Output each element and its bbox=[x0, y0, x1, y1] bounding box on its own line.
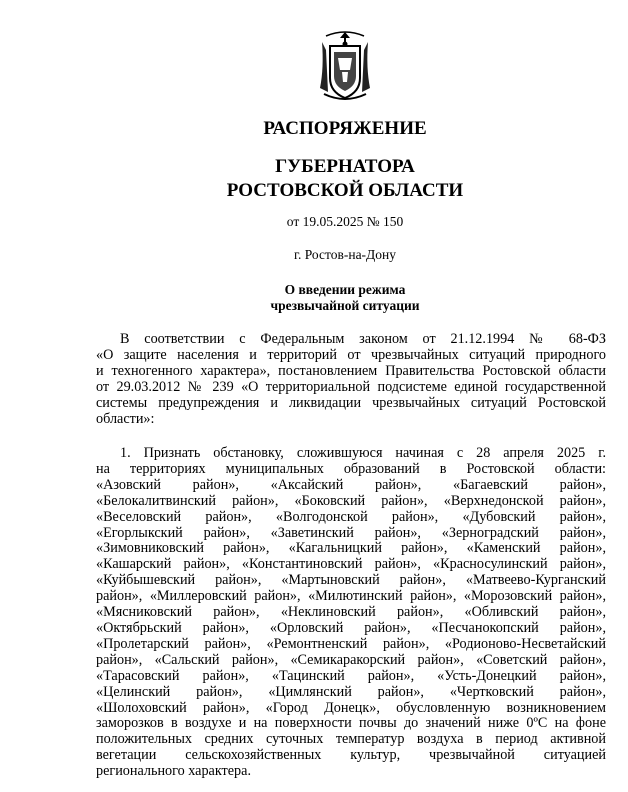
preamble-line: системы предупреждения и ликвидации чрезвычайных ситуаций Ростовской bbox=[96, 395, 606, 411]
item-line: «Азовский район», «Аксайский район», «Багаевский район», bbox=[96, 477, 606, 493]
preamble-line: «О защите населения и территорий от чрезвычайных ситуаций природного bbox=[96, 347, 606, 363]
item-line: положительных средних суточных температур воздуха в период активной bbox=[96, 732, 606, 748]
item-line: «Октябрьский район», «Орловский район», «Песчанокопский район», bbox=[96, 620, 606, 636]
preamble-line: В соответствии с Федеральным законом от 21.12.1994 № 68-ФЗ bbox=[120, 332, 606, 347]
preamble-line: области»: bbox=[96, 411, 155, 427]
item-line: «Кашарский район», «Константиновский район», «Красносулинский район», bbox=[96, 557, 606, 573]
item-line: «Мясниковский район», «Неклиновский район», «Обливский район», bbox=[96, 605, 606, 621]
item-line: «Пролетарский район», «Ремонтненский район», «Родионово-Несветайский bbox=[96, 636, 606, 652]
item-line: на территориях муниципальных образований в Ростовской области: bbox=[96, 461, 606, 477]
item-line: район», «Сальский район», «Семикаракорский район», «Советский район», bbox=[96, 652, 606, 668]
preamble-line: и техногенного характера», постановлением Правительства Ростовской области bbox=[96, 363, 606, 379]
item-line: «Тарасовский район», «Тацинский район», «Усть-Донецкий район», bbox=[96, 668, 606, 684]
issuer-line-2: РОСТОВСКОЙ ОБЛАСТИ bbox=[226, 180, 464, 201]
item-line: «Шолоховский район», «Город Донецк», обусловленную возникновением bbox=[96, 700, 606, 716]
item-line: «Куйбышевский район», «Мартыновский район», «Матвеево-Курганский bbox=[96, 573, 606, 589]
item-line: регионального характера. bbox=[96, 764, 251, 780]
item-line: «Егорлыкский район», «Заветинский район», «Зерноградский район», bbox=[96, 525, 606, 541]
date-number: от 19.05.2025 № 150 bbox=[286, 214, 404, 229]
item-line: «Белокалитвинский район», «Боковский район», «Верхнедонской район», bbox=[96, 493, 606, 509]
subject-line-2: чрезвычайной ситуации bbox=[270, 298, 420, 313]
item-line: «Целинский район», «Цимлянский район», «Чертковский район», bbox=[96, 684, 606, 700]
item-line: заморозков в воздухе и на поверхности почвы до значений ниже 0ºС на фоне bbox=[96, 716, 606, 732]
item-line: 1. Признать обстановку, сложившуюся начиная с 28 апреля 2025 г. bbox=[120, 446, 606, 461]
document-type-heading: РАСПОРЯЖЕНИЕ bbox=[263, 118, 427, 139]
preamble-line: от 29.03.2012 № 239 «О территориальной подсистеме единой государственной bbox=[96, 379, 606, 395]
item-line: вегетации сельскохозяйственных культур, чрезвычайной ситуацией bbox=[96, 748, 606, 764]
item-1-paragraph bbox=[96, 446, 606, 780]
issuer-line-1: ГУБЕРНАТОРА bbox=[275, 156, 415, 177]
item-line: «Зимовниковский район», «Кагальницкий район», «Каменский район», bbox=[96, 541, 606, 557]
subject-line-1: О введении режима bbox=[284, 282, 406, 297]
preamble-paragraph bbox=[96, 332, 606, 427]
coat-of-arms-emblem bbox=[316, 28, 374, 104]
item-line: «Веселовский район», «Волгодонской район», «Дубовский район», bbox=[96, 509, 606, 525]
item-line: район», «Миллеровский район», «Милютинский район», «Морозовский район», bbox=[96, 589, 606, 605]
city: г. Ростов-на-Дону bbox=[293, 247, 396, 262]
